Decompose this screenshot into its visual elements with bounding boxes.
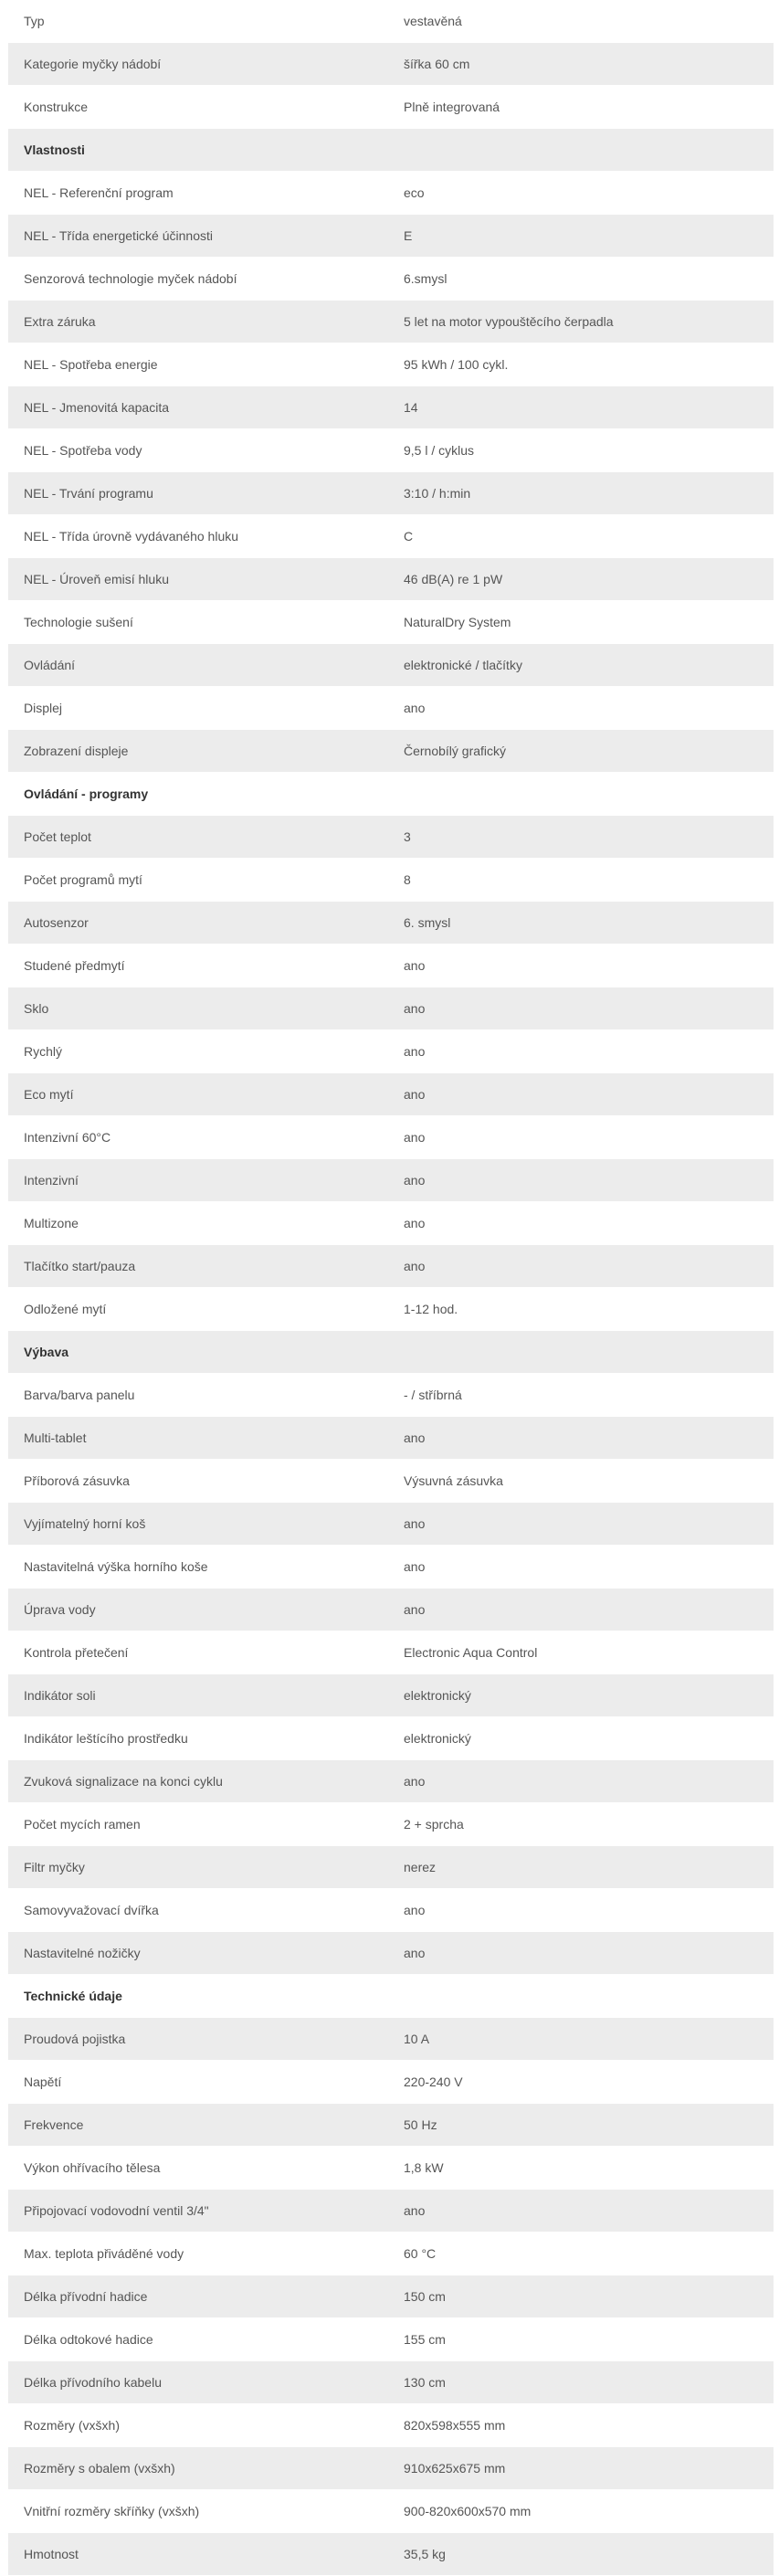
section-title: Vlastnosti — [8, 129, 393, 172]
spec-value: ano — [393, 1889, 774, 1932]
spec-value: 3:10 / h:min — [393, 472, 774, 515]
spec-label: Vyjímatelný horní koš — [8, 1503, 393, 1546]
spec-value: 6. smysl — [393, 902, 774, 945]
spec-label: Rychlý — [8, 1030, 393, 1073]
spec-value: 6.smysl — [393, 258, 774, 301]
spec-value: Plně integrovaná — [393, 86, 774, 129]
spec-row — [8, 429, 774, 472]
spec-value: ano — [393, 1932, 774, 1975]
spec-label: Hmotnost — [8, 2533, 393, 2576]
spec-label: NEL - Třída úrovně vydávaného hluku — [8, 515, 393, 558]
spec-label: Displej — [8, 687, 393, 730]
spec-label: Sklo — [8, 987, 393, 1030]
spec-value: NaturalDry System — [393, 601, 774, 644]
spec-value: 35,5 kg — [393, 2533, 774, 2576]
spec-value: ano — [393, 687, 774, 730]
spec-label: NEL - Spotřeba vody — [8, 429, 393, 472]
spec-row — [8, 2318, 774, 2361]
spec-label: Ovládání — [8, 644, 393, 687]
spec-value: 220-240 V — [393, 2061, 774, 2104]
spec-row — [8, 1589, 774, 1631]
spec-row — [8, 1889, 774, 1932]
spec-row — [8, 1073, 774, 1116]
spec-value: ano — [393, 1073, 774, 1116]
spec-value: 2 + sprcha — [393, 1803, 774, 1846]
spec-row — [8, 1417, 774, 1460]
spec-label: Počet mycích ramen — [8, 1803, 393, 1846]
spec-value: šířka 60 cm — [393, 43, 774, 86]
section-header-row — [8, 129, 774, 172]
spec-label: NEL - Úroveň emisí hluku — [8, 558, 393, 601]
section-empty-cell — [393, 129, 774, 172]
spec-label: Multi-tablet — [8, 1417, 393, 1460]
spec-label: Intenzivní — [8, 1159, 393, 1202]
spec-value: 50 Hz — [393, 2104, 774, 2147]
spec-row — [8, 43, 774, 86]
spec-value: Electronic Aqua Control — [393, 1631, 774, 1674]
spec-label: Délka přívodního kabelu — [8, 2361, 393, 2404]
spec-row — [8, 730, 774, 773]
spec-row — [8, 172, 774, 215]
spec-table — [8, 0, 774, 2576]
section-empty-cell — [393, 1975, 774, 2018]
spec-value: - / stříbrná — [393, 1374, 774, 1417]
spec-value: 130 cm — [393, 2361, 774, 2404]
spec-value: 155 cm — [393, 2318, 774, 2361]
spec-row — [8, 2361, 774, 2404]
spec-label: Senzorová technologie myček nádobí — [8, 258, 393, 301]
spec-label: Frekvence — [8, 2104, 393, 2147]
spec-row — [8, 2061, 774, 2104]
spec-row — [8, 343, 774, 386]
spec-label: Barva/barva panelu — [8, 1374, 393, 1417]
spec-value: ano — [393, 987, 774, 1030]
spec-value: nerez — [393, 1846, 774, 1889]
spec-label: Zobrazení displeje — [8, 730, 393, 773]
spec-value: 14 — [393, 386, 774, 429]
spec-value: 150 cm — [393, 2275, 774, 2318]
spec-value: 95 kWh / 100 cykl. — [393, 343, 774, 386]
spec-label: Proudová pojistka — [8, 2018, 393, 2061]
spec-row — [8, 1116, 774, 1159]
section-empty-cell — [393, 1331, 774, 1374]
spec-label: Rozměry (vxšxh) — [8, 2404, 393, 2447]
spec-value: ano — [393, 1503, 774, 1546]
spec-value: 3 — [393, 816, 774, 859]
spec-label: NEL - Referenční program — [8, 172, 393, 215]
spec-label: Samovyvažovací dvířka — [8, 1889, 393, 1932]
spec-value: ano — [393, 1760, 774, 1803]
spec-row — [8, 1503, 774, 1546]
spec-label: Délka přívodní hadice — [8, 2275, 393, 2318]
spec-table-body — [8, 0, 774, 2576]
spec-label: NEL - Třída energetické účinnosti — [8, 215, 393, 258]
spec-value: 910x625x675 mm — [393, 2447, 774, 2490]
spec-label: Intenzivní 60°C — [8, 1116, 393, 1159]
section-empty-cell — [393, 773, 774, 816]
spec-row — [8, 0, 774, 43]
section-header-row — [8, 1331, 774, 1374]
spec-value: Černobílý grafický — [393, 730, 774, 773]
spec-value: elektronický — [393, 1717, 774, 1760]
spec-row — [8, 2233, 774, 2275]
spec-value: ano — [393, 2190, 774, 2233]
spec-value: Výsuvná zásuvka — [393, 1460, 774, 1503]
spec-label: Filtr myčky — [8, 1846, 393, 1889]
spec-row — [8, 258, 774, 301]
spec-label: Typ — [8, 0, 393, 43]
spec-label: Autosenzor — [8, 902, 393, 945]
spec-row — [8, 1245, 774, 1288]
spec-value: ano — [393, 945, 774, 987]
spec-row — [8, 2104, 774, 2147]
spec-row — [8, 515, 774, 558]
section-header-row — [8, 773, 774, 816]
spec-value: ano — [393, 1245, 774, 1288]
spec-row — [8, 1460, 774, 1503]
spec-row — [8, 1030, 774, 1073]
spec-label: Napětí — [8, 2061, 393, 2104]
spec-row — [8, 816, 774, 859]
spec-row — [8, 2018, 774, 2061]
spec-row — [8, 2533, 774, 2576]
spec-value: elektronický — [393, 1674, 774, 1717]
spec-row — [8, 215, 774, 258]
spec-row — [8, 1717, 774, 1760]
spec-value: C — [393, 515, 774, 558]
spec-value: 900-820x600x570 mm — [393, 2490, 774, 2533]
spec-row — [8, 2490, 774, 2533]
spec-value: 820x598x555 mm — [393, 2404, 774, 2447]
spec-row — [8, 472, 774, 515]
spec-value: ano — [393, 1546, 774, 1589]
spec-value: ano — [393, 1116, 774, 1159]
spec-value: ano — [393, 1030, 774, 1073]
spec-label: Nastavitelné nožičky — [8, 1932, 393, 1975]
spec-label: Nastavitelná výška horního koše — [8, 1546, 393, 1589]
spec-row — [8, 558, 774, 601]
spec-label: NEL - Spotřeba energie — [8, 343, 393, 386]
spec-row — [8, 1803, 774, 1846]
spec-label: Příborová zásuvka — [8, 1460, 393, 1503]
spec-row — [8, 2190, 774, 2233]
spec-label: NEL - Jmenovitá kapacita — [8, 386, 393, 429]
spec-row — [8, 86, 774, 129]
spec-label: Délka odtokové hadice — [8, 2318, 393, 2361]
spec-value: 9,5 l / cyklus — [393, 429, 774, 472]
spec-label: Vnitřní rozměry skříňky (vxšxh) — [8, 2490, 393, 2533]
spec-row — [8, 902, 774, 945]
spec-label: Technologie sušení — [8, 601, 393, 644]
section-header-row — [8, 1975, 774, 2018]
spec-label: Studené předmytí — [8, 945, 393, 987]
spec-row — [8, 1159, 774, 1202]
spec-value: 8 — [393, 859, 774, 902]
spec-value: eco — [393, 172, 774, 215]
spec-value: 10 A — [393, 2018, 774, 2061]
spec-label: Indikátor leštícího prostředku — [8, 1717, 393, 1760]
spec-value: ano — [393, 1159, 774, 1202]
spec-label: Připojovací vodovodní ventil 3/4" — [8, 2190, 393, 2233]
spec-row — [8, 1288, 774, 1331]
spec-label: Odložené mytí — [8, 1288, 393, 1331]
section-title: Technické údaje — [8, 1975, 393, 2018]
spec-value: vestavěná — [393, 0, 774, 43]
spec-row — [8, 2147, 774, 2190]
spec-value: 1-12 hod. — [393, 1288, 774, 1331]
spec-value: 46 dB(A) re 1 pW — [393, 558, 774, 601]
spec-label: Tlačítko start/pauza — [8, 1245, 393, 1288]
spec-row — [8, 301, 774, 343]
spec-row — [8, 386, 774, 429]
spec-value: 60 °C — [393, 2233, 774, 2275]
spec-label: Rozměry s obalem (vxšxh) — [8, 2447, 393, 2490]
spec-label: Kontrola přetečení — [8, 1631, 393, 1674]
spec-label: Výkon ohřívacího tělesa — [8, 2147, 393, 2190]
spec-value: 1,8 kW — [393, 2147, 774, 2190]
spec-row — [8, 687, 774, 730]
section-title: Ovládání - programy — [8, 773, 393, 816]
spec-label: Počet programů mytí — [8, 859, 393, 902]
spec-label: NEL - Trvání programu — [8, 472, 393, 515]
spec-value: ano — [393, 1589, 774, 1631]
spec-label: Kategorie myčky nádobí — [8, 43, 393, 86]
spec-row — [8, 1932, 774, 1975]
spec-label: Eco mytí — [8, 1073, 393, 1116]
spec-label: Úprava vody — [8, 1589, 393, 1631]
spec-value: E — [393, 215, 774, 258]
spec-label: Extra záruka — [8, 301, 393, 343]
spec-label: Konstrukce — [8, 86, 393, 129]
spec-row — [8, 2447, 774, 2490]
spec-row — [8, 1760, 774, 1803]
spec-value: 5 let na motor vypouštěcího čerpadla — [393, 301, 774, 343]
spec-row — [8, 1674, 774, 1717]
spec-label: Indikátor soli — [8, 1674, 393, 1717]
spec-value: ano — [393, 1417, 774, 1460]
spec-row — [8, 2404, 774, 2447]
spec-row — [8, 987, 774, 1030]
spec-row — [8, 1846, 774, 1889]
spec-value: ano — [393, 1202, 774, 1245]
spec-label: Zvuková signalizace na konci cyklu — [8, 1760, 393, 1803]
section-title: Výbava — [8, 1331, 393, 1374]
spec-label: Počet teplot — [8, 816, 393, 859]
spec-label: Max. teplota přiváděné vody — [8, 2233, 393, 2275]
spec-row — [8, 644, 774, 687]
spec-row — [8, 1546, 774, 1589]
spec-row — [8, 1631, 774, 1674]
spec-row — [8, 2275, 774, 2318]
spec-value: elektronické / tlačítky — [393, 644, 774, 687]
spec-row — [8, 945, 774, 987]
spec-row — [8, 859, 774, 902]
spec-row — [8, 601, 774, 644]
spec-label: Multizone — [8, 1202, 393, 1245]
spec-row — [8, 1202, 774, 1245]
spec-row — [8, 1374, 774, 1417]
